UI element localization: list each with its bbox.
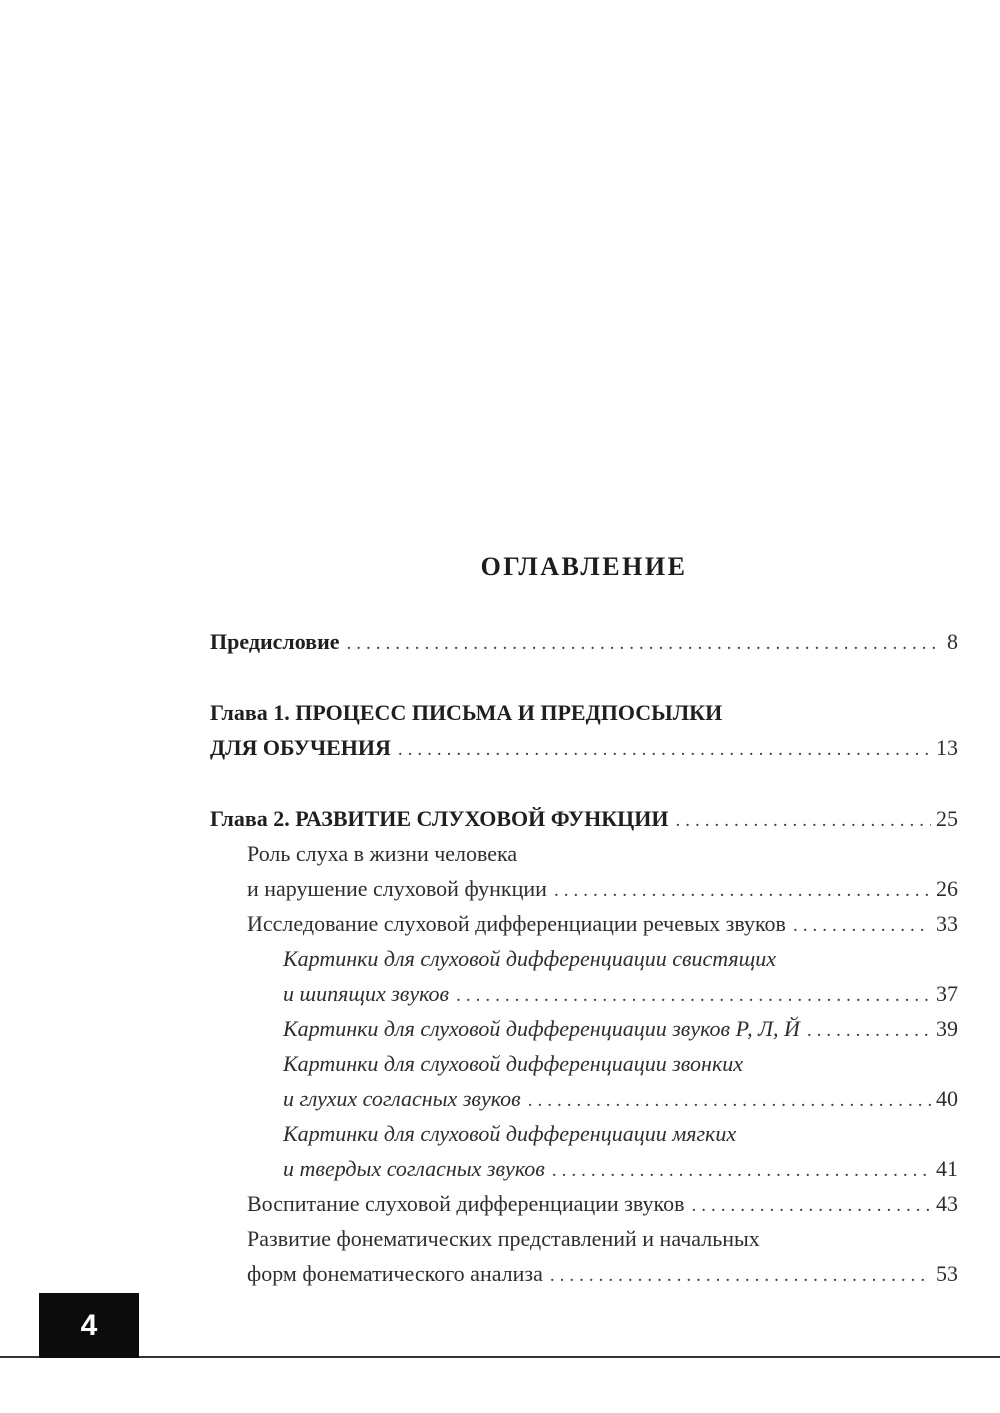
toc-list	[210, 624, 958, 1291]
toc-entry	[210, 1046, 958, 1116]
toc-leader-dots	[691, 1188, 931, 1223]
toc-entry	[210, 941, 958, 1011]
toc-line	[210, 1151, 958, 1186]
toc-entry-text: Воспитание слуховой дифференциации звуков	[247, 1191, 685, 1216]
toc-page-number: 8	[947, 629, 958, 654]
toc-line	[210, 624, 958, 659]
toc-line	[210, 1046, 958, 1081]
toc-leader-dots	[554, 873, 931, 908]
toc-line	[210, 1256, 958, 1291]
toc-line	[210, 836, 958, 871]
toc-entry-text: Роль слуха в жизни человека	[247, 841, 518, 866]
toc-leader-dots	[347, 626, 942, 661]
toc-page-number: 13	[936, 735, 958, 760]
toc-entry	[210, 1221, 958, 1291]
toc-page-number: 53	[936, 1261, 958, 1286]
toc-entry-text: и нарушение слуховой функции	[247, 876, 547, 901]
toc-leader-dots	[550, 1258, 931, 1293]
page-number-box	[39, 1293, 139, 1358]
toc-entry-text: и твердых согласных звуков	[283, 1156, 545, 1181]
toc-line	[210, 730, 958, 765]
footer-rule	[0, 1356, 1000, 1358]
toc-entry	[210, 1116, 958, 1186]
toc-leader-dots	[676, 803, 932, 838]
toc-entry-text: и шипящих звуков	[283, 981, 450, 1006]
toc-leader-dots	[552, 1153, 931, 1188]
toc-entry-text: Глава 1. ПРОЦЕСС ПИСЬМА И ПРЕДПОСЫЛКИ	[210, 700, 723, 725]
toc-line	[210, 976, 958, 1011]
toc-entry	[210, 624, 958, 659]
toc-page-number: 40	[936, 1086, 958, 1111]
toc-page-number: 33	[936, 911, 958, 936]
toc-entry	[210, 906, 958, 941]
toc-page-number: 26	[936, 876, 958, 901]
toc-entry-text: и глухих согласных звуков	[283, 1086, 521, 1111]
page-number: 4	[80, 1309, 98, 1342]
toc-line	[210, 801, 958, 836]
toc-entry-text: Картинки для слуховой дифференциации звонких	[283, 1051, 744, 1076]
toc-entry-text: Развитие фонематических представлений и начальных	[247, 1226, 760, 1251]
toc-entry-text: ДЛЯ ОБУЧЕНИЯ	[210, 735, 391, 760]
toc-line	[210, 871, 958, 906]
toc-entry	[210, 836, 958, 906]
toc-page-number: 39	[936, 1016, 958, 1041]
toc-leader-dots	[793, 908, 931, 943]
toc-entry-text: Картинки для слуховой дифференциации свистящих	[283, 946, 777, 971]
toc-page-number: 37	[936, 981, 958, 1006]
toc-entry-text: Картинки для слуховой дифференциации звуков Р, Л, Й	[283, 1016, 800, 1041]
toc-line	[210, 1186, 958, 1221]
toc-page-number: 41	[936, 1156, 958, 1181]
toc-entry-text: Исследование слуховой дифференциации речевых звуков	[247, 911, 786, 936]
toc-entry	[210, 1011, 958, 1046]
toc-entry	[210, 695, 958, 765]
page-title: ОГЛАВЛЕНИЕ	[480, 552, 688, 581]
toc-leader-dots	[807, 1013, 931, 1048]
toc-entry-text: Глава 2. РАЗВИТИЕ СЛУХОВОЙ ФУНКЦИИ	[210, 806, 669, 831]
toc-entry-text: Предисловие	[210, 629, 340, 654]
toc-entry	[210, 801, 958, 836]
toc-line	[210, 1081, 958, 1116]
toc-line	[210, 1116, 958, 1151]
toc-line	[210, 1011, 958, 1046]
toc-line	[210, 695, 958, 730]
toc-line	[210, 941, 958, 976]
toc-line	[210, 906, 958, 941]
toc-leader-dots	[398, 732, 931, 767]
toc-leader-dots	[456, 978, 931, 1013]
toc-entry-text: Картинки для слуховой дифференциации мягких	[283, 1121, 737, 1146]
toc-page-number: 25	[936, 806, 958, 831]
toc-page-number: 43	[936, 1191, 958, 1216]
toc-entry-text: форм фонематического анализа	[247, 1261, 543, 1286]
toc-line	[210, 1221, 958, 1256]
toc-entry	[210, 1186, 958, 1221]
toc-leader-dots	[528, 1083, 931, 1118]
